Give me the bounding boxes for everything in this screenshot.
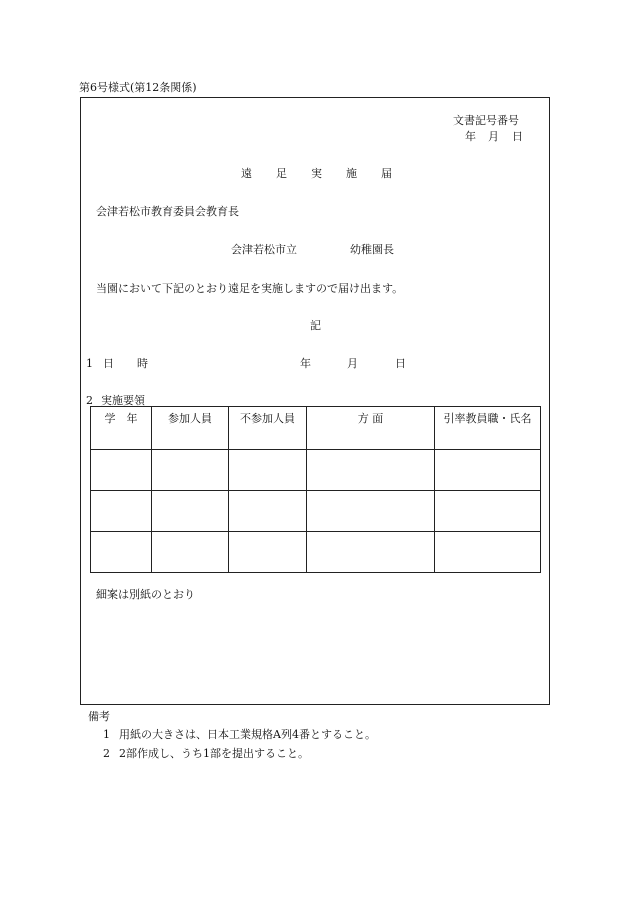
sender-prefix: 会津若松市立: [231, 243, 297, 256]
item1-number: 1: [86, 357, 93, 370]
header-direction-a: 方: [357, 412, 369, 425]
title-char-2: 足: [276, 167, 287, 180]
item1-year: 年: [300, 357, 311, 370]
ki-label: 記: [310, 319, 321, 332]
details-note: 細案は別紙のとおり: [96, 588, 195, 601]
form-label: 第6号様式(第12条関係): [79, 81, 197, 94]
item1-month: 月: [347, 357, 358, 370]
form-frame: [80, 97, 550, 705]
remark-item-1-number: 1: [103, 728, 110, 741]
header-direction: [307, 407, 435, 450]
item2-label: 実施要領: [101, 394, 145, 407]
table-row: [91, 491, 541, 532]
date-day: 日: [512, 130, 523, 143]
doc-number-label: 文書記号番号: [453, 114, 519, 127]
date-year: 年: [465, 130, 476, 143]
title-char-5: 届: [381, 167, 392, 180]
header-grade: 学 年: [91, 407, 152, 450]
title-char-3: 実: [311, 167, 322, 180]
body-text: 当園において下記のとおり遠足を実施しますので届け出ます。: [96, 282, 404, 295]
remarks-title: 備考: [88, 710, 110, 723]
table-row: [91, 532, 541, 573]
header-participants: 参加人員: [152, 407, 229, 450]
title-char-4: 施: [346, 167, 357, 180]
date-month: 月: [488, 130, 499, 143]
plan-table: [90, 406, 541, 573]
remark-item-2-number: 2: [103, 747, 110, 760]
table-row: [91, 450, 541, 491]
item1-label-a: 日: [103, 357, 114, 370]
item1-day: 日: [395, 357, 406, 370]
remark-item-2-text: 2部作成し、うち1部を提出すること。: [119, 747, 309, 760]
header-leader: 引率教員職・氏名: [435, 407, 541, 450]
item1-label-b: 時: [137, 357, 148, 370]
remark-item-1-text: 用紙の大きさは、日本工業規格A列4番とすること。: [119, 728, 376, 741]
title-char-1: 遠: [241, 167, 252, 180]
table-header-row: [91, 407, 541, 450]
header-direction-b: 面: [372, 412, 384, 425]
sender-suffix: 幼稚園長: [350, 243, 394, 256]
header-nonparticipants: 不参加人員: [229, 407, 307, 450]
item2-number: 2: [86, 394, 93, 407]
addressee: 会津若松市教育委員会教育長: [96, 205, 239, 218]
